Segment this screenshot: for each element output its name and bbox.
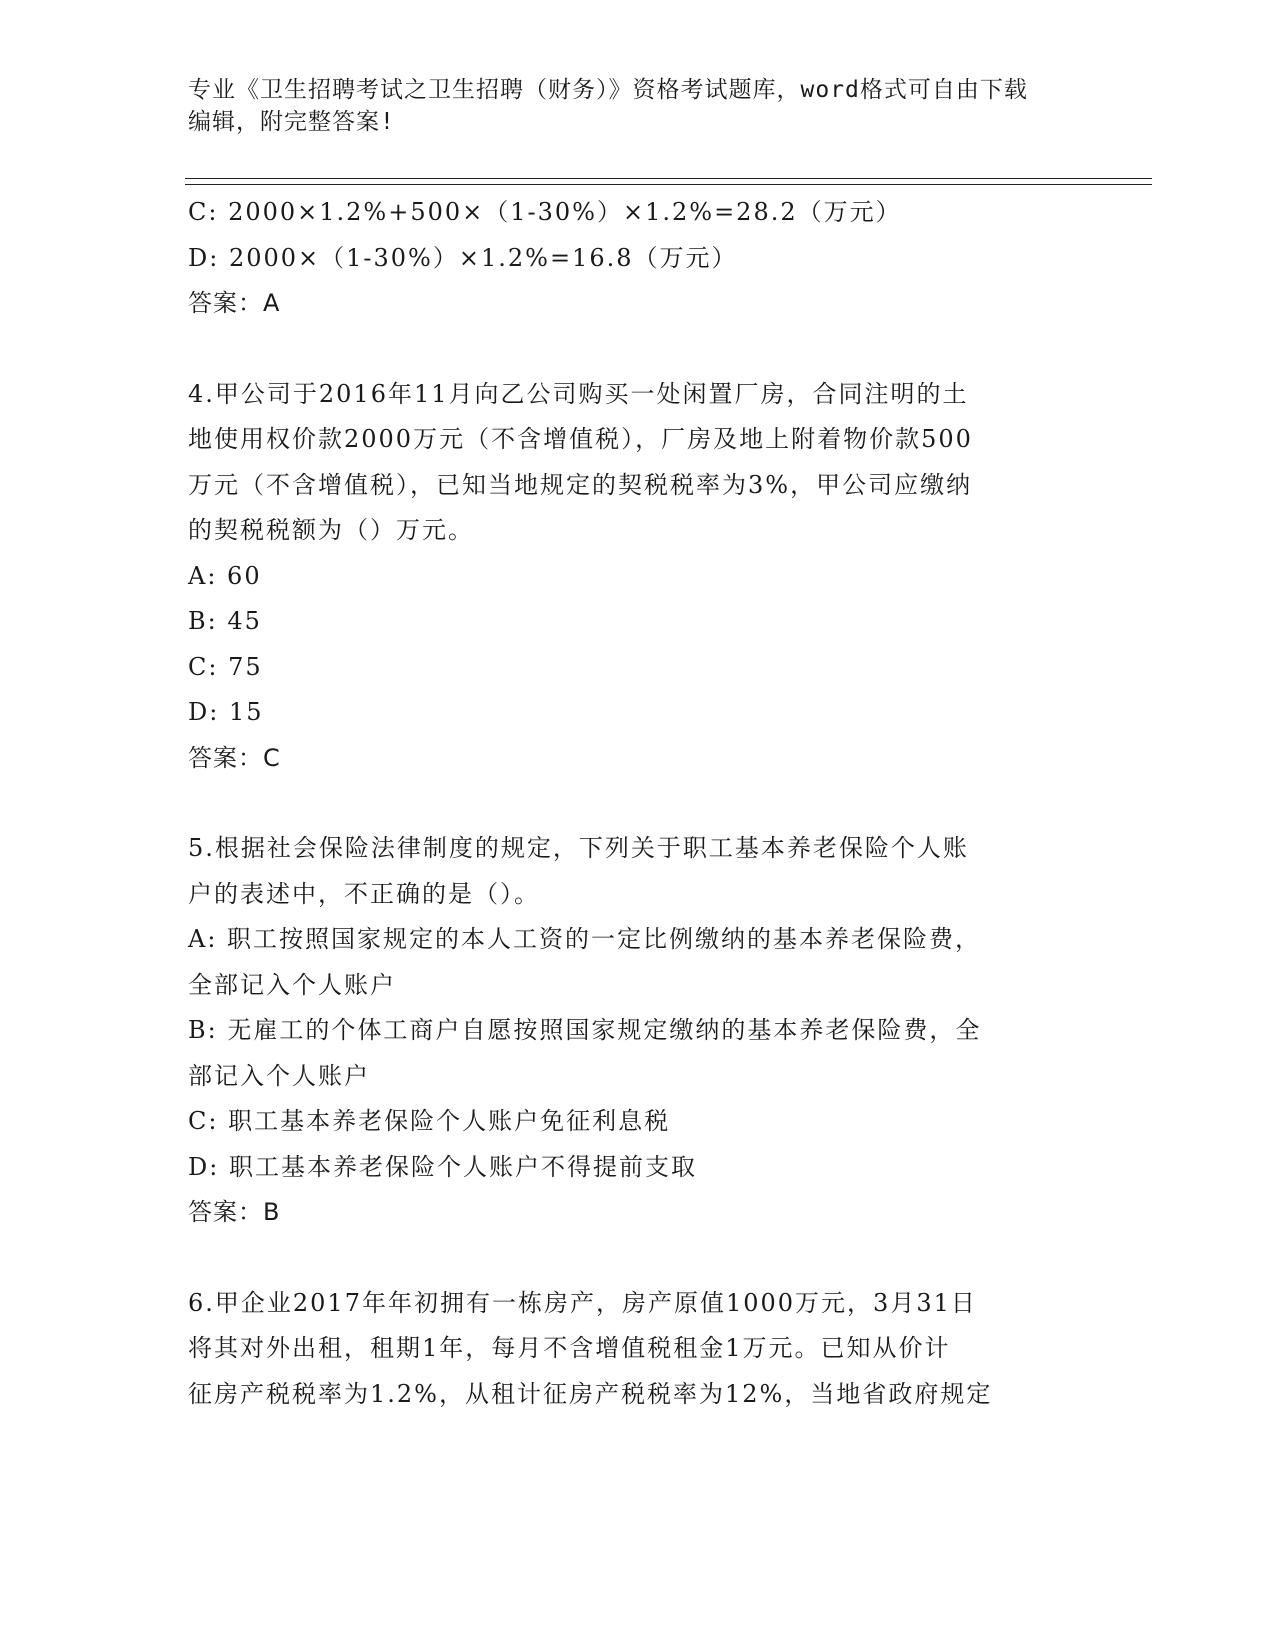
question-3-tail [188,190,1088,327]
answer-line: 答案：B [188,1198,281,1226]
spacer [188,327,1088,372]
question-stem-line: 户的表述中，不正确的是（）。 [188,879,540,908]
question-stem-line: 将其对外出租，租期1年，每月不含增值税租金1万元。已知从价计 [188,1334,951,1362]
option-d: D: 职工基本养老保险个人账户不得提前支取 [188,1152,697,1181]
option-c: C: 75 [188,652,263,681]
option-c: C: 职工基本养老保险个人账户免征利息税 [188,1107,671,1135]
answer-line: 答案：A [188,289,281,317]
option-b-continued: 部记入个人账户 [188,1061,370,1090]
option-c: C: 2000×1.2%+500×（1-30%）×1.2%=28.2（万元） [188,198,902,226]
option-b: B: 45 [188,607,262,635]
answer-line: 答案：C [188,743,281,772]
document-header [188,74,1068,138]
question-stem-line: 的契税税额为（）万元。 [188,516,474,544]
option-a-continued: 全部记入个人账户 [188,970,396,999]
header-line-1: 专业《卫生招聘考试之卫生招聘（财务）》资格考试题库，word格式可自由下载 [188,77,1028,103]
question-stem-line: 地使用权价款2000万元（不含增值税），厂房及地上附着物价款500 [188,425,973,453]
question-content [188,190,1088,1417]
question-stem-line: 征房产税税率为1.2%，从租计征房产税税率为12%，当地省政府规定 [188,1379,993,1408]
option-d: D: 15 [188,698,264,726]
header-divider-top [185,178,1152,179]
option-d: D: 2000×（1-30%）×1.2%=16.8（万元） [188,243,738,272]
question-stem-line: 万元（不含增值税），已知当地规定的契税税率为3%，甲公司应缴纳 [188,470,973,499]
header-divider-bottom [185,184,1152,185]
option-b: B: 无雇工的个体工商户自愿按照国家规定缴纳的基本养老保险费，全 [188,1016,982,1044]
spacer [188,1236,1088,1281]
question-4 [188,372,1088,782]
spacer [188,781,1088,826]
question-6 [188,1281,1088,1418]
option-a: A: 职工按照国家规定的本人工资的一定比例缴纳的基本养老保险费， [188,925,982,953]
header-line-2: 编辑，附完整答案! [188,109,395,135]
question-stem-line: 6.甲企业2017年年初拥有一栋房产，房产原值1000万元，3月31日 [188,1288,977,1317]
question-5 [188,826,1088,1236]
question-stem-line: 5.根据社会保险法律制度的规定，下列关于职工基本养老保险个人账 [188,834,969,862]
question-stem-line: 4.甲公司于2016年11月向乙公司购买一处闲置厂房，合同注明的土 [188,379,969,408]
option-a: A: 60 [188,561,262,590]
